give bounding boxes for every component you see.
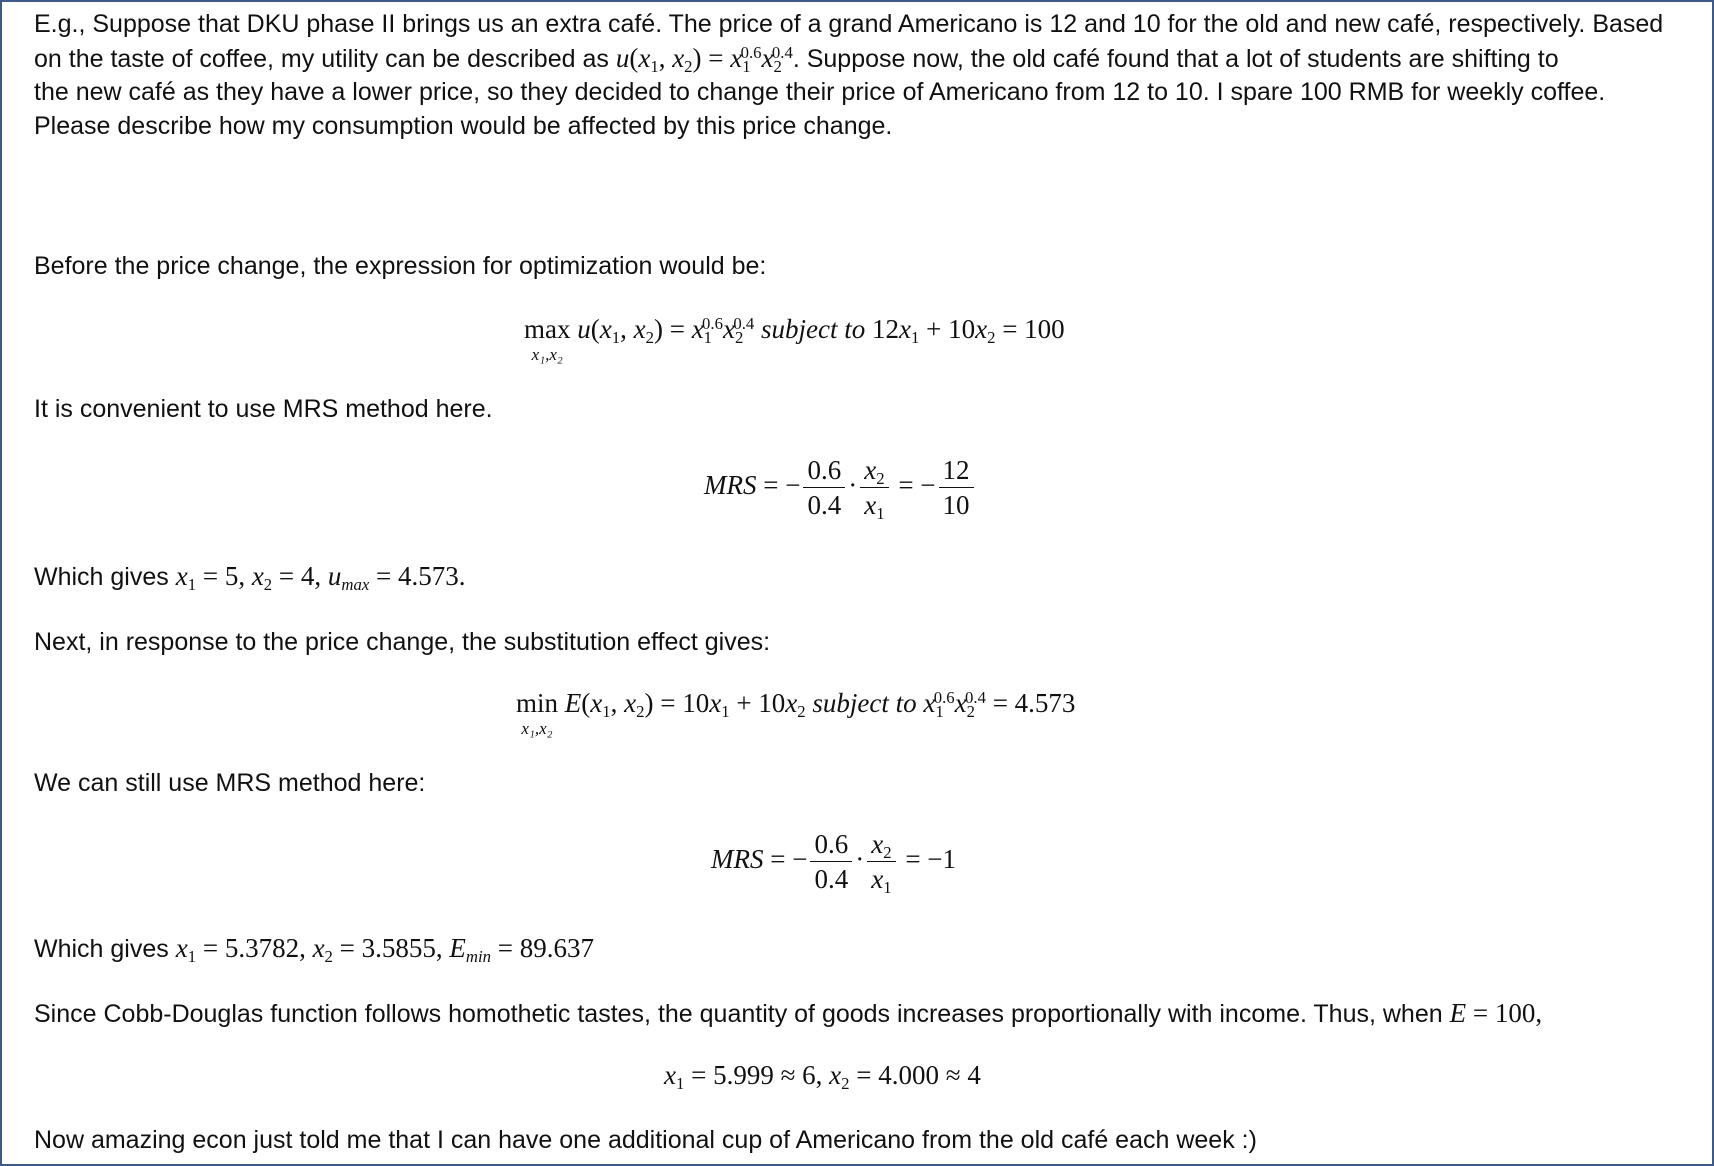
mrs2-coef-fraction (810, 830, 852, 894)
mrs-equation-1: MRS = − $\frac{0.6}{0.4}$ · $\frac{x_2}{x_1}$ = − $\frac{12}{10}$ (704, 456, 977, 520)
mrs1-x-fraction: $\frac{x_2}{x_1}$ (860, 456, 888, 520)
mrs1-coef-den: 0.4 (807, 490, 842, 521)
max-operator-limit: x₁,x₂ (531, 345, 563, 364)
result-1-x1: 5 (224, 561, 239, 591)
homothetic-note: Since Cobb-Douglas function follows homothetic tastes, the quantity of goods increases proportionally with income. Thus, when E = 100, (34, 998, 1543, 1028)
min-operator-limit: x₁,x₂ (521, 719, 553, 738)
step1-label: Before the price change, the expression for optimization would be: (34, 252, 767, 280)
final-x1: 5.999 ≈ 6 (713, 1060, 816, 1090)
final-equation: $x_1 = 5.999 \approx 6$, $x_2 = 4.000 \approx 4$ (664, 1060, 981, 1094)
result-2-x1: 5.3782 (224, 933, 300, 963)
mrs1-coef-num: 0.6 (803, 456, 845, 488)
intro-line-2 (34, 40, 1559, 78)
mrs-label-2: MRS (711, 844, 764, 875)
mrs2-x-fraction: $\frac{x_2}{x_1}$ (867, 830, 895, 894)
homothetic-e-value: 100, (1494, 998, 1543, 1028)
result-1-umax: 4.573. (398, 561, 466, 591)
mrs1-price-den: 10 (942, 490, 970, 521)
final-x2: 4.000 ≈ 4 (878, 1060, 981, 1090)
utility-function-inline: $u(x_1$, $x_2) = x_1^{0.6}x_2^{0.4}$ (615, 42, 793, 77)
mrs-equation-2: MRS = − $\frac{0.6}{0.4}$ · $\frac{x_2}{x_1}$ = −1 (711, 829, 957, 898)
optimization-equation-1: max x₁,x₂ $u(x_1$, $x_2) = x_1^{0.6}x_2^{0.4}$ subject to $12x_1 + 10x_2 = 100$ (524, 313, 1065, 364)
result-2: Which gives $x_1 = 5.3782$, $x_2 = 3.5855$, $E_{min} = 89.637$ (34, 933, 594, 967)
intro-line-1: E.g., Suppose that DKU phase II brings us an extra café. The price of a grand Americano is 12 and 10 for the old and new café, respectively. Based (34, 10, 1664, 38)
constraint-text-1: subject to (761, 314, 866, 344)
mrs1-coef-fraction (803, 456, 845, 520)
mrs-label-1: MRS (704, 470, 757, 501)
result-2-x2: 3.5855 (361, 933, 436, 963)
constraint-text-2: subject to (812, 688, 917, 718)
result-1-x2: 4 (300, 561, 315, 591)
mrs-note-2: We can still use MRS method here: (34, 769, 426, 797)
intro-line-2-end: . Suppose now, the old café found that a lot of students are shifting to (792, 45, 1559, 73)
min-operator (516, 688, 558, 737)
mrs1-price-num: 12 (939, 456, 974, 488)
utility-target: = 4.573 (992, 688, 1076, 718)
intro-line-2-start: on the taste of coffee, my utility can be described as (34, 45, 609, 73)
result-2-label: Which gives (34, 935, 169, 963)
max-operator-text: max (524, 314, 571, 344)
budget-value: = 100 (1002, 314, 1065, 344)
homothetic-label: Since Cobb-Douglas function follows homothetic tastes, the quantity of goods increases proportionally with income. Thus, when (34, 1000, 1443, 1028)
max-operator (524, 314, 571, 363)
mrs-note-1: It is convenient to use MRS method here. (34, 395, 493, 423)
step2-label: Next, in response to the price change, the substitution effect gives: (34, 628, 771, 656)
result-1-label: Which gives (34, 563, 169, 591)
result-1: Which gives $x_1 = 5$, $x_2 = 4$, $u_{max} = 4.573$. (34, 561, 466, 595)
optimization-equation-2: min x₁,x₂ $E(x_1$, $x_2) = 10x_1 + 10x_2$ subject to $x_1^{0.6}x_2^{0.4} = 4.573$ (516, 687, 1076, 738)
min-operator-text: min (516, 688, 559, 718)
mrs1-price-fraction (939, 456, 974, 520)
result-2-emin: 89.637 (519, 933, 594, 963)
mrs2-rhs: = −1 (905, 844, 957, 875)
closing-note: Now amazing econ just told me that I can have one additional cup of Americano from the old café each week :) (34, 1126, 1257, 1154)
intro-line-3: the new café as they have a lower price, so they decided to change their price of Americano from 12 to 10. I spare 100 RMB for weekly coffee. (34, 78, 1606, 106)
mrs2-coef-num: 0.6 (810, 830, 852, 862)
mrs2-coef-den: 0.4 (814, 864, 849, 895)
intro-line-4: Please describe how my consumption would be affected by this price change. (34, 112, 893, 140)
